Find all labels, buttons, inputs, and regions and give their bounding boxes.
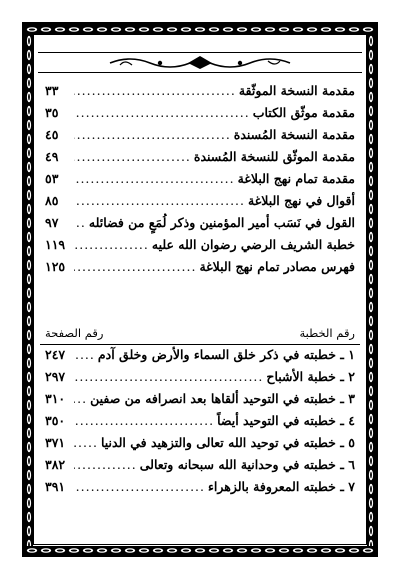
- toc-entry[interactable]: مقدمة الموثّق للنسخة المُسندة ..... ٤٩: [45, 149, 355, 171]
- toc-entry[interactable]: ٢ ـ خطبة الأشباح ..... ٢٩٧: [45, 369, 355, 391]
- toc-entry[interactable]: ٧ ـ خطبته المعروفة بالزهراء ..... ٣٩١: [45, 479, 355, 501]
- toc-entry[interactable]: فهرس مصادر تمام نهج البلاغة ..... ١٢٥: [45, 259, 355, 281]
- toc-intro-list: [45, 83, 355, 281]
- toc-entry[interactable]: خطبة الشريف الرضي رضوان الله عليه ..... ١١٩: [45, 237, 355, 259]
- toc-entry[interactable]: ٦ ـ خطبته في وحدانية الله سبحانه وتعالى ..... ٣٨٢: [45, 457, 355, 479]
- column-header-rule: [40, 344, 360, 345]
- toc-entry[interactable]: ٣ ـ خطبته في التوحيد ألقاها بعد انصرافه من صفين ..... ٣١٠: [45, 391, 355, 413]
- toc-entry[interactable]: ٥ ـ خطبته في توحيد الله تعالى والتزهيد في الدنيا ..... ٣٧١: [45, 435, 355, 457]
- column-header-sermon-number: رقم الخطبة: [299, 326, 355, 340]
- toc-entry[interactable]: ١ ـ خطبته في ذكر خلق السماء والأرض وخلق آدم ..... ٢٤٧: [45, 347, 355, 369]
- toc-entry[interactable]: أقوال في نهج البلاغة ..... ٨٥: [45, 193, 355, 215]
- toc-entry[interactable]: مقدمة تمام نهج البلاغة ..... ٥٣: [45, 171, 355, 193]
- toc-entry[interactable]: القول في نَسَب أمير المؤمنين وذكر لُمَعٍ من فضائله ..... ٩٧: [45, 215, 355, 237]
- chain-border-left: [25, 34, 33, 546]
- toc-entry[interactable]: مقدمة موثّق الكتاب ..... ٣٥: [45, 105, 355, 127]
- toc-entry[interactable]: مقدمة النسخة الموثّقة ..... ٣٣: [45, 83, 355, 105]
- toc-entry[interactable]: مقدمة النسخة المُسندة ..... ٤٥: [45, 127, 355, 149]
- chain-border-right: [367, 34, 375, 546]
- chain-border-bottom: [25, 546, 375, 555]
- chain-border-top: [25, 25, 375, 34]
- toc-entry[interactable]: ٤ ـ خطبته في التوحيد أيضاً ..... ٣٥٠: [45, 413, 355, 435]
- column-header-page-number: رقم الصفحة: [45, 326, 104, 340]
- toc-sermon-list: [45, 347, 355, 501]
- ornament-icon: [100, 53, 300, 72]
- header-rule-bottom: [38, 72, 362, 73]
